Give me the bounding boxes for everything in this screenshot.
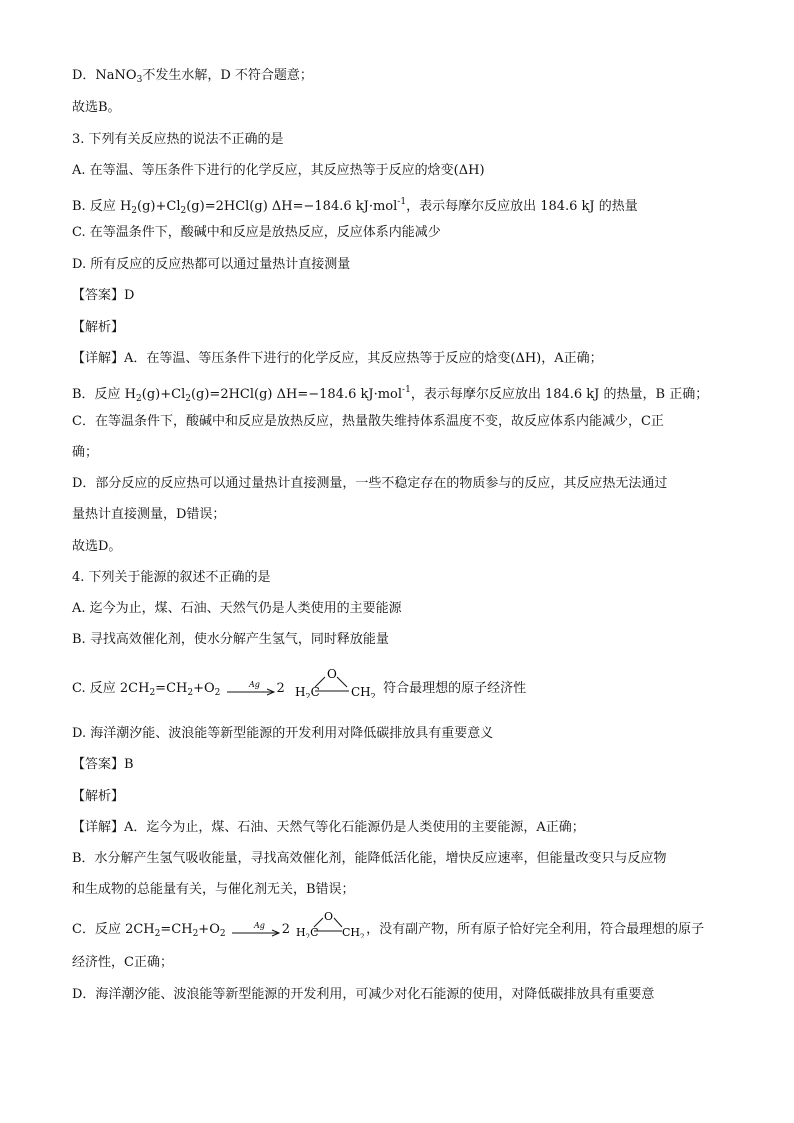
question-3-title: 3. 下列有关反应热的说法不正确的是 <box>72 132 284 147</box>
question-3-option-a: A. 在等温、等压条件下进行的化学反应，其反应热等于反应的焓变(ΔH) <box>72 163 485 178</box>
reaction-arrow-icon <box>225 679 277 699</box>
detail-text: C．反应 $2CH_2=CH_2+O_2$ Ag 2 O $H_2C$ $CH_2$ ，没有副产物，所有原子恰好完全利用，符合最理想的原子 <box>72 910 704 949</box>
catalyst-label: Ag <box>248 679 260 689</box>
selection-text: 故选D。 <box>72 539 122 554</box>
svg-text:CH2: $CH_2$ <box>350 685 376 698</box>
reaction-arrow-icon <box>230 920 282 940</box>
catalyst-label: Ag <box>253 920 265 930</box>
question-3-option-d: D. 所有反应的反应热都可以通过量热计直接测量 <box>72 257 351 272</box>
question-4-option-b: B. 寻找高效催化剂，使水分解产生氢气，同时释放能量 <box>72 632 389 647</box>
svg-text:H2C: $H_2C$ <box>296 926 319 938</box>
analysis-label: 【解析】 <box>72 789 125 804</box>
svg-text:O: O <box>324 910 334 923</box>
detail-text: 【详解】A．迄今为止，煤、石油、天然气等化石能源仍是人类使用的主要能源，A正确； <box>72 820 585 835</box>
question-4-title: 4. 下列关于能源的叙述不正确的是 <box>72 570 271 585</box>
analysis-label: 【解析】 <box>72 320 125 335</box>
detail-text: 量热计直接测量，D错误； <box>72 507 226 522</box>
detail-text: C．在等温条件下，酸碱中和反应是放热反应，热量散失维持体系温度不变，故反应体系内能减少，C正 <box>72 414 664 429</box>
text-line: 故选B。 <box>72 100 121 115</box>
question-3-option-b: B. 反应 $H_2(g)+Cl_2(g)=2HCl(g)$ ΔH=−184.6 kJ·mol$^{-1}$，表示每摩尔反应放出 184.6 kJ 的热量 <box>72 197 638 216</box>
detail-text: D．海洋潮汐能、波浪能等新型能源的开发利用，可减少对化石能源的使用，对降低碳排放具有重要意 <box>72 987 655 1002</box>
svg-text:CH2: $CH_2$ <box>342 926 365 938</box>
question-4-option-a: A. 迄今为止，煤、石油、天然气仍是人类使用的主要能源 <box>72 601 402 616</box>
detail-text: 确； <box>72 445 99 460</box>
detail-text: D．部分反应的反应热可以通过量热计直接测量，一些不稳定存在的物质参与的反应，其反应热无法通过 <box>72 476 668 491</box>
answer-label: 【答案】D <box>72 288 135 303</box>
question-4-option-c: C. 反应 $2CH_2=CH_2+O_2$ Ag 2 O $H_2C$ $CH_2$ 符合最理想的原子经济性 <box>72 668 526 709</box>
ethylene-oxide-structure-icon <box>289 668 379 709</box>
answer-label: 【答案】B <box>72 757 134 772</box>
question-3-option-c: C. 在等温条件下，酸碱中和反应是放热反应，反应体系内能减少 <box>72 225 441 240</box>
detail-text: 和生成物的总能量有关，与催化剂无关，B错误； <box>72 882 355 897</box>
svg-text:O: O <box>326 668 337 681</box>
svg-text:H2C: $H_2C$ <box>294 685 320 698</box>
ethylene-oxide-structure-icon <box>294 910 366 949</box>
detail-text: 【详解】A．在等温、等压条件下进行的化学反应，其反应热等于反应的焓变(ΔH)，A正确； <box>72 351 603 366</box>
text-line: D．NaNO$_3$不发生水解，D 不符合题意； <box>72 68 313 85</box>
detail-text: B．水分解产生氢气吸收能量，寻找高效催化剂，能降低活化能，增快反应速率，但能量改变只与反应物 <box>72 851 667 866</box>
question-4-option-d: D. 海洋潮汐能、波浪能等新型能源的开发利用对降低碳排放具有重要意义 <box>72 726 494 741</box>
detail-text: 经济性，C正确； <box>72 955 173 970</box>
detail-text: B．反应 $H_2(g)+Cl_2(g)=2HCl(g)$ ΔH=−184.6 kJ·mol$^{-1}$，表示每摩尔反应放出 184.6 kJ 的热量，B 正确； <box>72 385 709 404</box>
